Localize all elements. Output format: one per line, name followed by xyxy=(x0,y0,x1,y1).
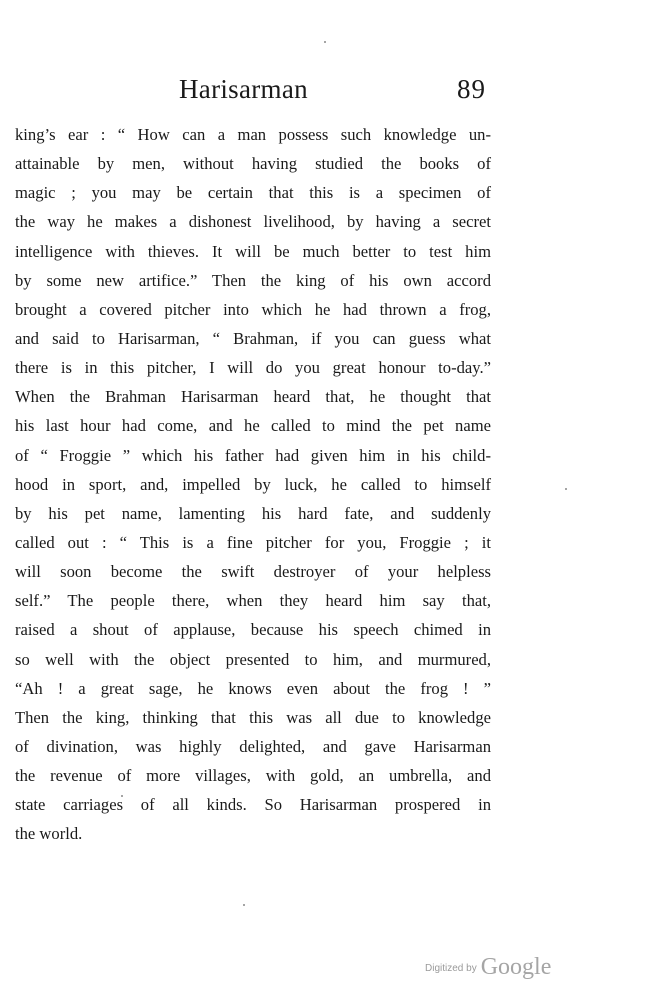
text-line: his last hour had come, and he called to mind the pet name xyxy=(15,416,491,436)
scan-speck xyxy=(565,488,567,490)
text-line: the way he makes a dishonest livelihood, by having a secret xyxy=(15,212,491,232)
scan-speck xyxy=(243,904,245,906)
text-line: raised a shout of applause, because his speech chimed in xyxy=(15,620,491,640)
text-line: and said to Harisarman, “ Brahman, if you can guess what xyxy=(15,328,491,348)
text-line: brought a covered pitcher into which he had thrown a frog, xyxy=(15,299,491,319)
text-line: attainable by men, without having studied the books of xyxy=(15,154,491,174)
scan-speck xyxy=(324,41,326,43)
text-line: so well with the object presented to him, and murmured, xyxy=(15,649,491,669)
page-number: 89 xyxy=(457,74,486,104)
text-line: the revenue of more villages, with gold, an umbrella, and xyxy=(15,766,491,786)
text-line: state carriages of all kinds. So Harisarman prospered in xyxy=(15,795,491,815)
text-line: “Ah ! a great sage, he knows even about the frog ! ” xyxy=(15,678,491,698)
text-line: self.” The people there, when they heard him say that, xyxy=(15,591,491,611)
text-line: by some new artifice.” Then the king of his own accord xyxy=(15,270,491,290)
text-line: Then the king, thinking that this was all due to knowledge xyxy=(15,707,491,727)
text-line: When the Brahman Harisarman heard that, he thought that xyxy=(15,387,491,407)
text-line: will soon become the swift destroyer of your helpless xyxy=(15,562,491,582)
running-title: Harisarman xyxy=(179,74,308,104)
digitized-by-google-watermark xyxy=(425,954,551,981)
text-line: by his pet name, lamenting his hard fate, and suddenly xyxy=(15,503,491,523)
text-line: king’s ear : “ How can a man possess such knowledge un- xyxy=(15,125,491,144)
running-header xyxy=(0,74,645,114)
text-line: of divination, was highly delighted, and gave Harisarman xyxy=(15,736,491,756)
text-line-final: the world. xyxy=(15,824,83,844)
body-text xyxy=(15,120,491,849)
text-line: there is in this pitcher, I will do you great honour to-day.” xyxy=(15,358,491,378)
text-line: hood in sport, and, impelled by luck, he called to himself xyxy=(15,474,491,494)
google-logo: Google xyxy=(480,954,552,980)
text-line: magic ; you may be certain that this is a specimen of xyxy=(15,183,491,203)
text-line: of “ Froggie ” which his father had given him in his child- xyxy=(15,445,491,465)
watermark-prefix: Digitized by xyxy=(425,963,477,974)
text-line: called out : “ This is a fine pitcher for you, Froggie ; it xyxy=(15,532,491,552)
text-line: intelligence with thieves. It will be much better to test him xyxy=(15,241,491,261)
